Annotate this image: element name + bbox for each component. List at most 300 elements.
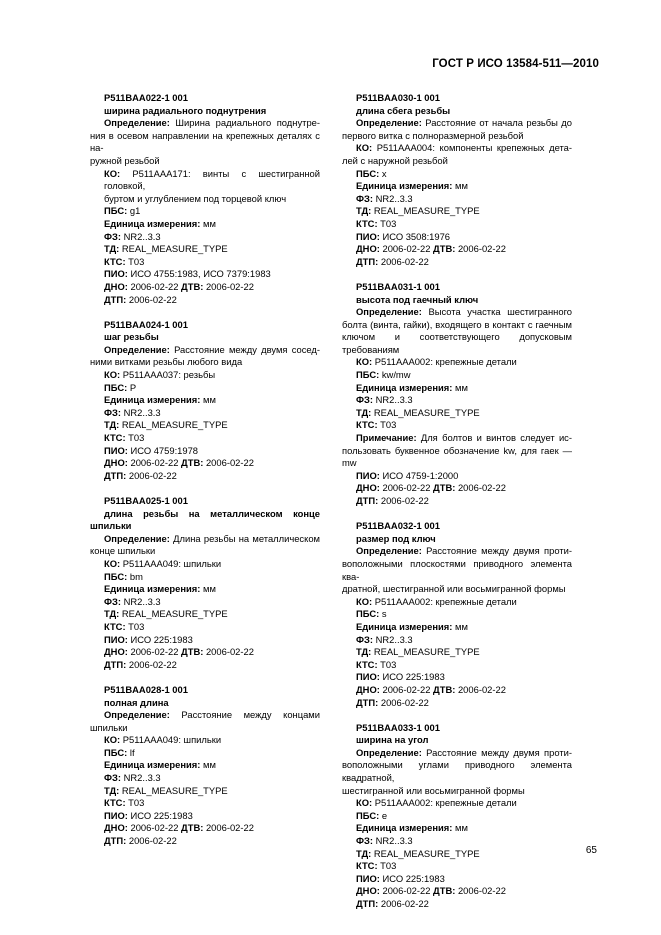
field-value: REAL_MEASURE_TYPE xyxy=(119,784,228,796)
field-label: КО: xyxy=(356,142,373,154)
entry-line xyxy=(342,193,572,206)
field-value: 2006-02-22 xyxy=(127,280,182,292)
field-label: ДТВ: xyxy=(181,280,204,292)
field-label: P511BAA022-1 001 xyxy=(104,92,188,103)
field-label: КО: xyxy=(104,369,121,381)
field-value: g1 xyxy=(127,205,141,217)
field-value: P511AAA049: шпильки xyxy=(120,734,222,746)
field-value: 2006-02-22 xyxy=(455,683,506,695)
field-label: Единица измерения: xyxy=(356,620,453,632)
entry-line xyxy=(342,419,572,432)
field-value: lf xyxy=(127,746,135,758)
entry-term xyxy=(342,747,572,760)
field-label: ПИО: xyxy=(104,633,128,645)
field-label: ФЗ: xyxy=(356,192,373,204)
field-value: ИСО 4759-1:2000 xyxy=(379,469,459,481)
entry-line xyxy=(342,407,572,420)
left-entry xyxy=(90,495,320,671)
field-value: ИСО 4759:1978 xyxy=(127,444,199,456)
entry-term xyxy=(90,105,320,118)
field-value: Расстояние между двумя проти- xyxy=(421,746,572,758)
entry-line xyxy=(342,168,572,181)
field-label: высота под гаечный ключ xyxy=(356,293,479,305)
page-number: 65 xyxy=(585,845,597,856)
field-label: КТС: xyxy=(356,860,378,872)
field-label: ДТВ: xyxy=(433,482,456,494)
field-label: ДТП: xyxy=(104,835,127,847)
entry-line xyxy=(342,231,572,244)
entry-line xyxy=(342,205,572,218)
field-value: 2006-02-22 xyxy=(126,835,177,847)
entry-term xyxy=(90,117,320,130)
entry-line xyxy=(90,457,320,470)
field-label: Единица измерения: xyxy=(356,381,453,393)
field-value: болта (винта, гайки), входящего в контакт с гаечным xyxy=(342,318,572,330)
field-value: 2006-02-22 xyxy=(378,696,429,708)
field-value: NR2..3.3 xyxy=(373,835,413,847)
entry-line xyxy=(90,608,320,621)
entry-line xyxy=(90,558,320,571)
field-value: P511AAA004: компоненты крепежных дета- xyxy=(372,142,572,154)
field-value: мм xyxy=(452,822,468,834)
field-label: ДТВ: xyxy=(181,646,204,658)
field-value: 2006-02-22 xyxy=(455,885,506,897)
field-label: Единица измерения: xyxy=(104,217,201,229)
field-value: 2006-02-22 xyxy=(378,495,429,506)
field-value: bm xyxy=(127,570,143,582)
entry-line xyxy=(90,205,320,218)
field-label: ДТП: xyxy=(356,898,379,909)
field-label: Единица измерения: xyxy=(356,180,453,192)
field-label: ПИО: xyxy=(356,872,380,884)
field-value: ними витками резьбы любого вида xyxy=(90,356,243,368)
field-label: Примечание: xyxy=(356,432,417,444)
field-value: мм xyxy=(452,180,468,192)
field-label: Определение: xyxy=(356,545,422,557)
field-label: Определение: xyxy=(104,343,170,355)
right-entry xyxy=(342,722,572,911)
field-value: T03 xyxy=(377,860,397,872)
entry-term xyxy=(90,344,320,357)
field-value: T03 xyxy=(125,620,145,632)
entry-term xyxy=(342,734,572,747)
field-value: P511AAA002: крепежные детали xyxy=(372,595,517,607)
field-value: Расстояние от начала резьбы до xyxy=(421,117,572,129)
field-value: 2006-02-22 xyxy=(127,646,182,658)
field-value: P511AAA049: шпильки xyxy=(120,557,222,569)
entry-line xyxy=(342,848,572,861)
field-value: 2006-02-22 xyxy=(126,469,177,481)
field-value: мм xyxy=(452,620,468,632)
field-value: 2006-02-22 xyxy=(379,683,434,695)
field-label: Определение: xyxy=(104,117,170,129)
field-value: ИСО 225:1983 xyxy=(127,809,193,821)
entry-line xyxy=(342,382,572,395)
field-label: шаг резьбы xyxy=(104,331,159,343)
field-label: ПБС: xyxy=(356,608,380,620)
field-value: P511AAA002: крепежные детали xyxy=(372,797,517,809)
entry-line xyxy=(90,583,320,596)
field-value: дратной, шестигранной или восьмигранной формы xyxy=(342,583,566,595)
field-label: ПИО: xyxy=(104,809,128,821)
field-label: КТС: xyxy=(356,217,378,229)
field-label: ПИО: xyxy=(104,444,128,456)
entry-line xyxy=(342,142,572,155)
entry-line xyxy=(342,495,572,508)
field-value: 2006-02-22 xyxy=(203,822,254,834)
field-value: e xyxy=(379,809,388,821)
entry-line xyxy=(342,256,572,269)
field-value: ИСО 3508:1976 xyxy=(379,230,451,242)
entry-line xyxy=(342,659,572,672)
field-label: ПБС: xyxy=(356,809,380,821)
left-entry xyxy=(90,319,320,483)
entry-code xyxy=(342,722,572,735)
field-label: ДНО: xyxy=(104,822,128,834)
field-value: x xyxy=(379,167,387,179)
entry-line xyxy=(90,281,320,294)
field-value: мм xyxy=(200,583,216,595)
entry-line xyxy=(342,218,572,231)
entry-line xyxy=(342,331,572,356)
field-label: КО: xyxy=(104,734,121,746)
entry-line xyxy=(342,671,572,684)
entry-line xyxy=(342,697,572,710)
field-label: ДНО: xyxy=(356,683,380,695)
entry-line xyxy=(90,256,320,269)
field-value: NR2..3.3 xyxy=(373,394,413,406)
field-value: REAL_MEASURE_TYPE xyxy=(371,406,480,418)
field-label: Единица измерения: xyxy=(104,583,201,595)
entry-line xyxy=(342,684,572,697)
entry-line xyxy=(90,621,320,634)
field-value: 2006-02-22 xyxy=(455,482,506,494)
field-label: КО: xyxy=(104,557,121,569)
entry-line xyxy=(342,470,572,483)
entry-line xyxy=(342,369,572,382)
field-label: ТД: xyxy=(356,847,372,859)
field-label: Определение: xyxy=(356,117,422,129)
entry-line xyxy=(90,218,320,231)
entry-line xyxy=(90,747,320,760)
entry-line xyxy=(342,319,572,332)
field-label: КО: xyxy=(356,595,373,607)
entry-line xyxy=(90,419,320,432)
field-value: ружной резьбой xyxy=(90,154,160,166)
field-value: Расстояние между двумя проти- xyxy=(421,545,572,557)
field-value: воположными углами приводного элемента квадратной, xyxy=(342,759,572,784)
entry-line xyxy=(90,470,320,483)
entry-line xyxy=(90,596,320,609)
field-value: лей с наружной резьбой xyxy=(342,154,448,166)
field-label: P511BAA028-1 001 xyxy=(104,683,188,695)
entry-term xyxy=(342,533,572,546)
entry-line xyxy=(342,646,572,659)
left-entry xyxy=(90,92,320,306)
right-entry xyxy=(342,281,572,508)
field-value: NR2..3.3 xyxy=(373,633,413,645)
entry-line xyxy=(342,835,572,848)
field-value: ИСО 225:1983 xyxy=(379,872,445,884)
entry-line xyxy=(342,860,572,873)
field-label: ПБС: xyxy=(356,167,380,179)
entry-line xyxy=(342,243,572,256)
field-label: КТС: xyxy=(104,620,126,632)
field-value: REAL_MEASURE_TYPE xyxy=(119,243,228,255)
field-label: КО: xyxy=(104,167,121,179)
field-label: ФЗ: xyxy=(356,633,373,645)
field-value: Для болтов и винтов следует ис- xyxy=(416,432,572,444)
field-label: ПИО: xyxy=(356,230,380,242)
field-value: буртом и углублением под торцевой ключ xyxy=(104,192,287,204)
field-label: полная длина xyxy=(104,696,169,708)
field-value: NR2..3.3 xyxy=(121,230,161,242)
field-value: NR2..3.3 xyxy=(373,192,413,204)
field-label: ДНО: xyxy=(356,243,380,255)
field-label: ДТП: xyxy=(104,469,127,481)
field-value: 2006-02-22 xyxy=(126,658,177,670)
field-value: T03 xyxy=(377,419,397,431)
entry-code xyxy=(90,495,320,508)
right-entry xyxy=(342,92,572,268)
entry-line xyxy=(342,608,572,621)
left-entry xyxy=(90,684,320,848)
field-label: P511BAA031-1 001 xyxy=(356,280,440,292)
field-label: КТС: xyxy=(104,797,126,809)
entry-line xyxy=(90,382,320,395)
entry-line xyxy=(90,243,320,256)
field-value: мм xyxy=(200,759,216,771)
field-label: ТД: xyxy=(104,419,120,431)
field-value: пользовать буквенное обозначение kw, для гаек — mw xyxy=(342,444,572,469)
entry-line xyxy=(90,268,320,281)
entry-line xyxy=(90,822,320,835)
entry-line xyxy=(342,797,572,810)
entry-line xyxy=(90,155,320,168)
entry-code xyxy=(342,92,572,105)
field-label: Определение: xyxy=(104,532,170,544)
field-label: ДТП: xyxy=(104,293,127,305)
field-label: ТД: xyxy=(356,205,372,217)
field-label: ширина радиального поднутрения xyxy=(104,104,267,116)
entry-line xyxy=(90,369,320,382)
field-label: P511BAA033-1 001 xyxy=(356,721,440,733)
entry-line xyxy=(342,885,572,898)
field-value: T03 xyxy=(125,797,145,809)
entry-line xyxy=(342,583,572,596)
entry-line xyxy=(342,634,572,647)
field-label: Определение: xyxy=(356,306,422,318)
field-label: ТД: xyxy=(104,243,120,255)
field-value: 2006-02-22 xyxy=(455,243,506,255)
field-label: ДТВ: xyxy=(433,243,456,255)
field-value: Ширина радиального поднутре- xyxy=(169,117,320,129)
field-label: ПБС: xyxy=(104,570,128,582)
entry-line xyxy=(90,646,320,659)
entry-term xyxy=(90,331,320,344)
entry-term xyxy=(342,105,572,118)
entry-line xyxy=(342,785,572,798)
entry-line xyxy=(342,596,572,609)
field-label: ДТП: xyxy=(104,658,127,670)
entry-term xyxy=(342,545,572,558)
field-value: T03 xyxy=(377,658,397,670)
field-value: T03 xyxy=(125,432,145,444)
field-value: kw/mw xyxy=(379,369,411,381)
entry-term xyxy=(90,533,320,546)
left-column xyxy=(90,92,320,860)
entry-line xyxy=(342,759,572,784)
field-value: NR2..3.3 xyxy=(121,406,161,418)
field-value: 2006-02-22 xyxy=(203,646,254,658)
entry-code xyxy=(90,684,320,697)
field-value: 2006-02-22 xyxy=(379,243,434,255)
field-value: REAL_MEASURE_TYPE xyxy=(371,646,480,658)
field-label: Определение: xyxy=(356,746,422,758)
field-value: воположными плоскостями приводного элемента ква- xyxy=(342,557,572,582)
field-label: шпильки xyxy=(90,520,132,532)
field-value: 2006-02-22 xyxy=(127,822,182,834)
entry-line xyxy=(342,810,572,823)
entry-line xyxy=(90,193,320,206)
field-label: ДНО: xyxy=(356,482,380,494)
entry-line xyxy=(90,772,320,785)
field-label: ДТВ: xyxy=(433,885,456,897)
entry-line xyxy=(342,356,572,369)
entry-code xyxy=(342,520,572,533)
field-label: ФЗ: xyxy=(104,595,121,607)
entry-line xyxy=(90,835,320,848)
field-label: ДНО: xyxy=(104,646,128,658)
field-value: Расстояние между двумя сосед- xyxy=(169,343,320,355)
field-label: ДТВ: xyxy=(181,457,204,469)
field-value: s xyxy=(379,608,387,620)
entry-line xyxy=(90,785,320,798)
entry-line xyxy=(342,394,572,407)
field-label: Определение: xyxy=(104,709,170,721)
entry-line xyxy=(90,445,320,458)
field-value: ния в осевом направлении на крепежных деталях с на- xyxy=(90,129,320,154)
entry-line xyxy=(342,558,572,583)
field-label: ПБС: xyxy=(104,381,128,393)
field-label: КТС: xyxy=(356,419,378,431)
entry-code xyxy=(90,92,320,105)
entry-line xyxy=(90,130,320,155)
entry-term xyxy=(90,520,320,533)
field-label: ПБС: xyxy=(356,369,380,381)
field-value: REAL_MEASURE_TYPE xyxy=(119,419,228,431)
entry-line xyxy=(342,155,572,168)
field-value: 2006-02-22 xyxy=(379,885,434,897)
field-label: ДНО: xyxy=(104,457,128,469)
field-value: NR2..3.3 xyxy=(121,772,161,784)
field-label: ТД: xyxy=(356,646,372,658)
field-label: КТС: xyxy=(104,432,126,444)
entry-code xyxy=(90,319,320,332)
field-label: КО: xyxy=(356,797,373,809)
field-label: ПИО: xyxy=(356,469,380,481)
field-value: ИСО 4755:1983, ИСО 7379:1983 xyxy=(127,268,271,280)
field-value: 2006-02-22 xyxy=(203,280,254,292)
entry-line xyxy=(90,294,320,307)
field-value: ИСО 225:1983 xyxy=(379,671,445,683)
field-value: шпильки xyxy=(90,721,128,733)
field-label: ФЗ: xyxy=(356,394,373,406)
field-label: P511BAA032-1 001 xyxy=(356,520,440,532)
field-value: P511AAA002: крепежные детали xyxy=(372,356,517,368)
field-value: Высота участка шестигранного xyxy=(421,306,572,318)
field-value: NR2..3.3 xyxy=(121,595,161,607)
field-value: шестигранной или восьмигранной формы xyxy=(342,784,525,796)
entry-line xyxy=(342,822,572,835)
field-label: P511BAA030-1 001 xyxy=(356,92,440,103)
field-label: ФЗ: xyxy=(104,230,121,242)
entry-term xyxy=(342,306,572,319)
field-value: REAL_MEASURE_TYPE xyxy=(119,608,228,620)
field-label: ПБС: xyxy=(104,746,128,758)
field-value: мм xyxy=(200,217,216,229)
entry-line xyxy=(342,432,572,445)
field-value: P511AAA171: винты с шестигранной головкой, xyxy=(104,167,320,192)
entry-line xyxy=(90,634,320,647)
entry-term xyxy=(90,697,320,710)
entry-line xyxy=(90,394,320,407)
field-label: ДТВ: xyxy=(433,683,456,695)
entry-term xyxy=(342,294,572,307)
field-label: ширина на угол xyxy=(356,734,429,746)
field-label: ФЗ: xyxy=(104,772,121,784)
entry-line xyxy=(90,571,320,584)
entry-line xyxy=(90,722,320,735)
field-label: ДТП: xyxy=(356,255,379,267)
field-value: REAL_MEASURE_TYPE xyxy=(371,847,480,859)
entry-term xyxy=(342,117,572,130)
entry-line xyxy=(90,168,320,193)
entry-line xyxy=(342,445,572,470)
entry-line xyxy=(90,356,320,369)
field-value: ИСО 225:1983 xyxy=(127,633,193,645)
field-label: длина сбега резьбы xyxy=(356,104,451,116)
field-value: P511AAA037: резьбы xyxy=(120,369,216,381)
field-value: 2006-02-22 xyxy=(203,457,254,469)
field-label: P511BAA025-1 001 xyxy=(104,495,188,506)
document-header: ГОСТ Р ИСО 13584-511—2010 xyxy=(432,58,599,70)
field-value: 2006-02-22 xyxy=(127,457,182,469)
field-value: 2006-02-22 xyxy=(379,482,434,494)
entry-code xyxy=(342,281,572,294)
field-label: Единица измерения: xyxy=(104,759,201,771)
field-value: мм xyxy=(200,394,216,406)
field-value: Длина резьбы на металлическом xyxy=(169,532,320,544)
field-label: P511BAA024-1 001 xyxy=(104,318,188,330)
field-value: 2006-02-22 xyxy=(378,255,429,267)
field-label: КО: xyxy=(356,356,373,368)
field-label: Единица измерения: xyxy=(104,394,201,406)
field-label: ДТВ: xyxy=(181,822,204,834)
entry-line xyxy=(90,545,320,558)
field-label: КТС: xyxy=(356,658,378,670)
entry-line xyxy=(90,231,320,244)
entry-line xyxy=(342,482,572,495)
entry-line xyxy=(342,873,572,886)
field-label: ДНО: xyxy=(356,885,380,897)
entry-line xyxy=(342,621,572,634)
right-column xyxy=(342,92,572,923)
field-label: ФЗ: xyxy=(356,835,373,847)
field-value: конце шпильки xyxy=(90,545,156,557)
field-value: P xyxy=(127,381,137,393)
entry-line xyxy=(342,180,572,193)
